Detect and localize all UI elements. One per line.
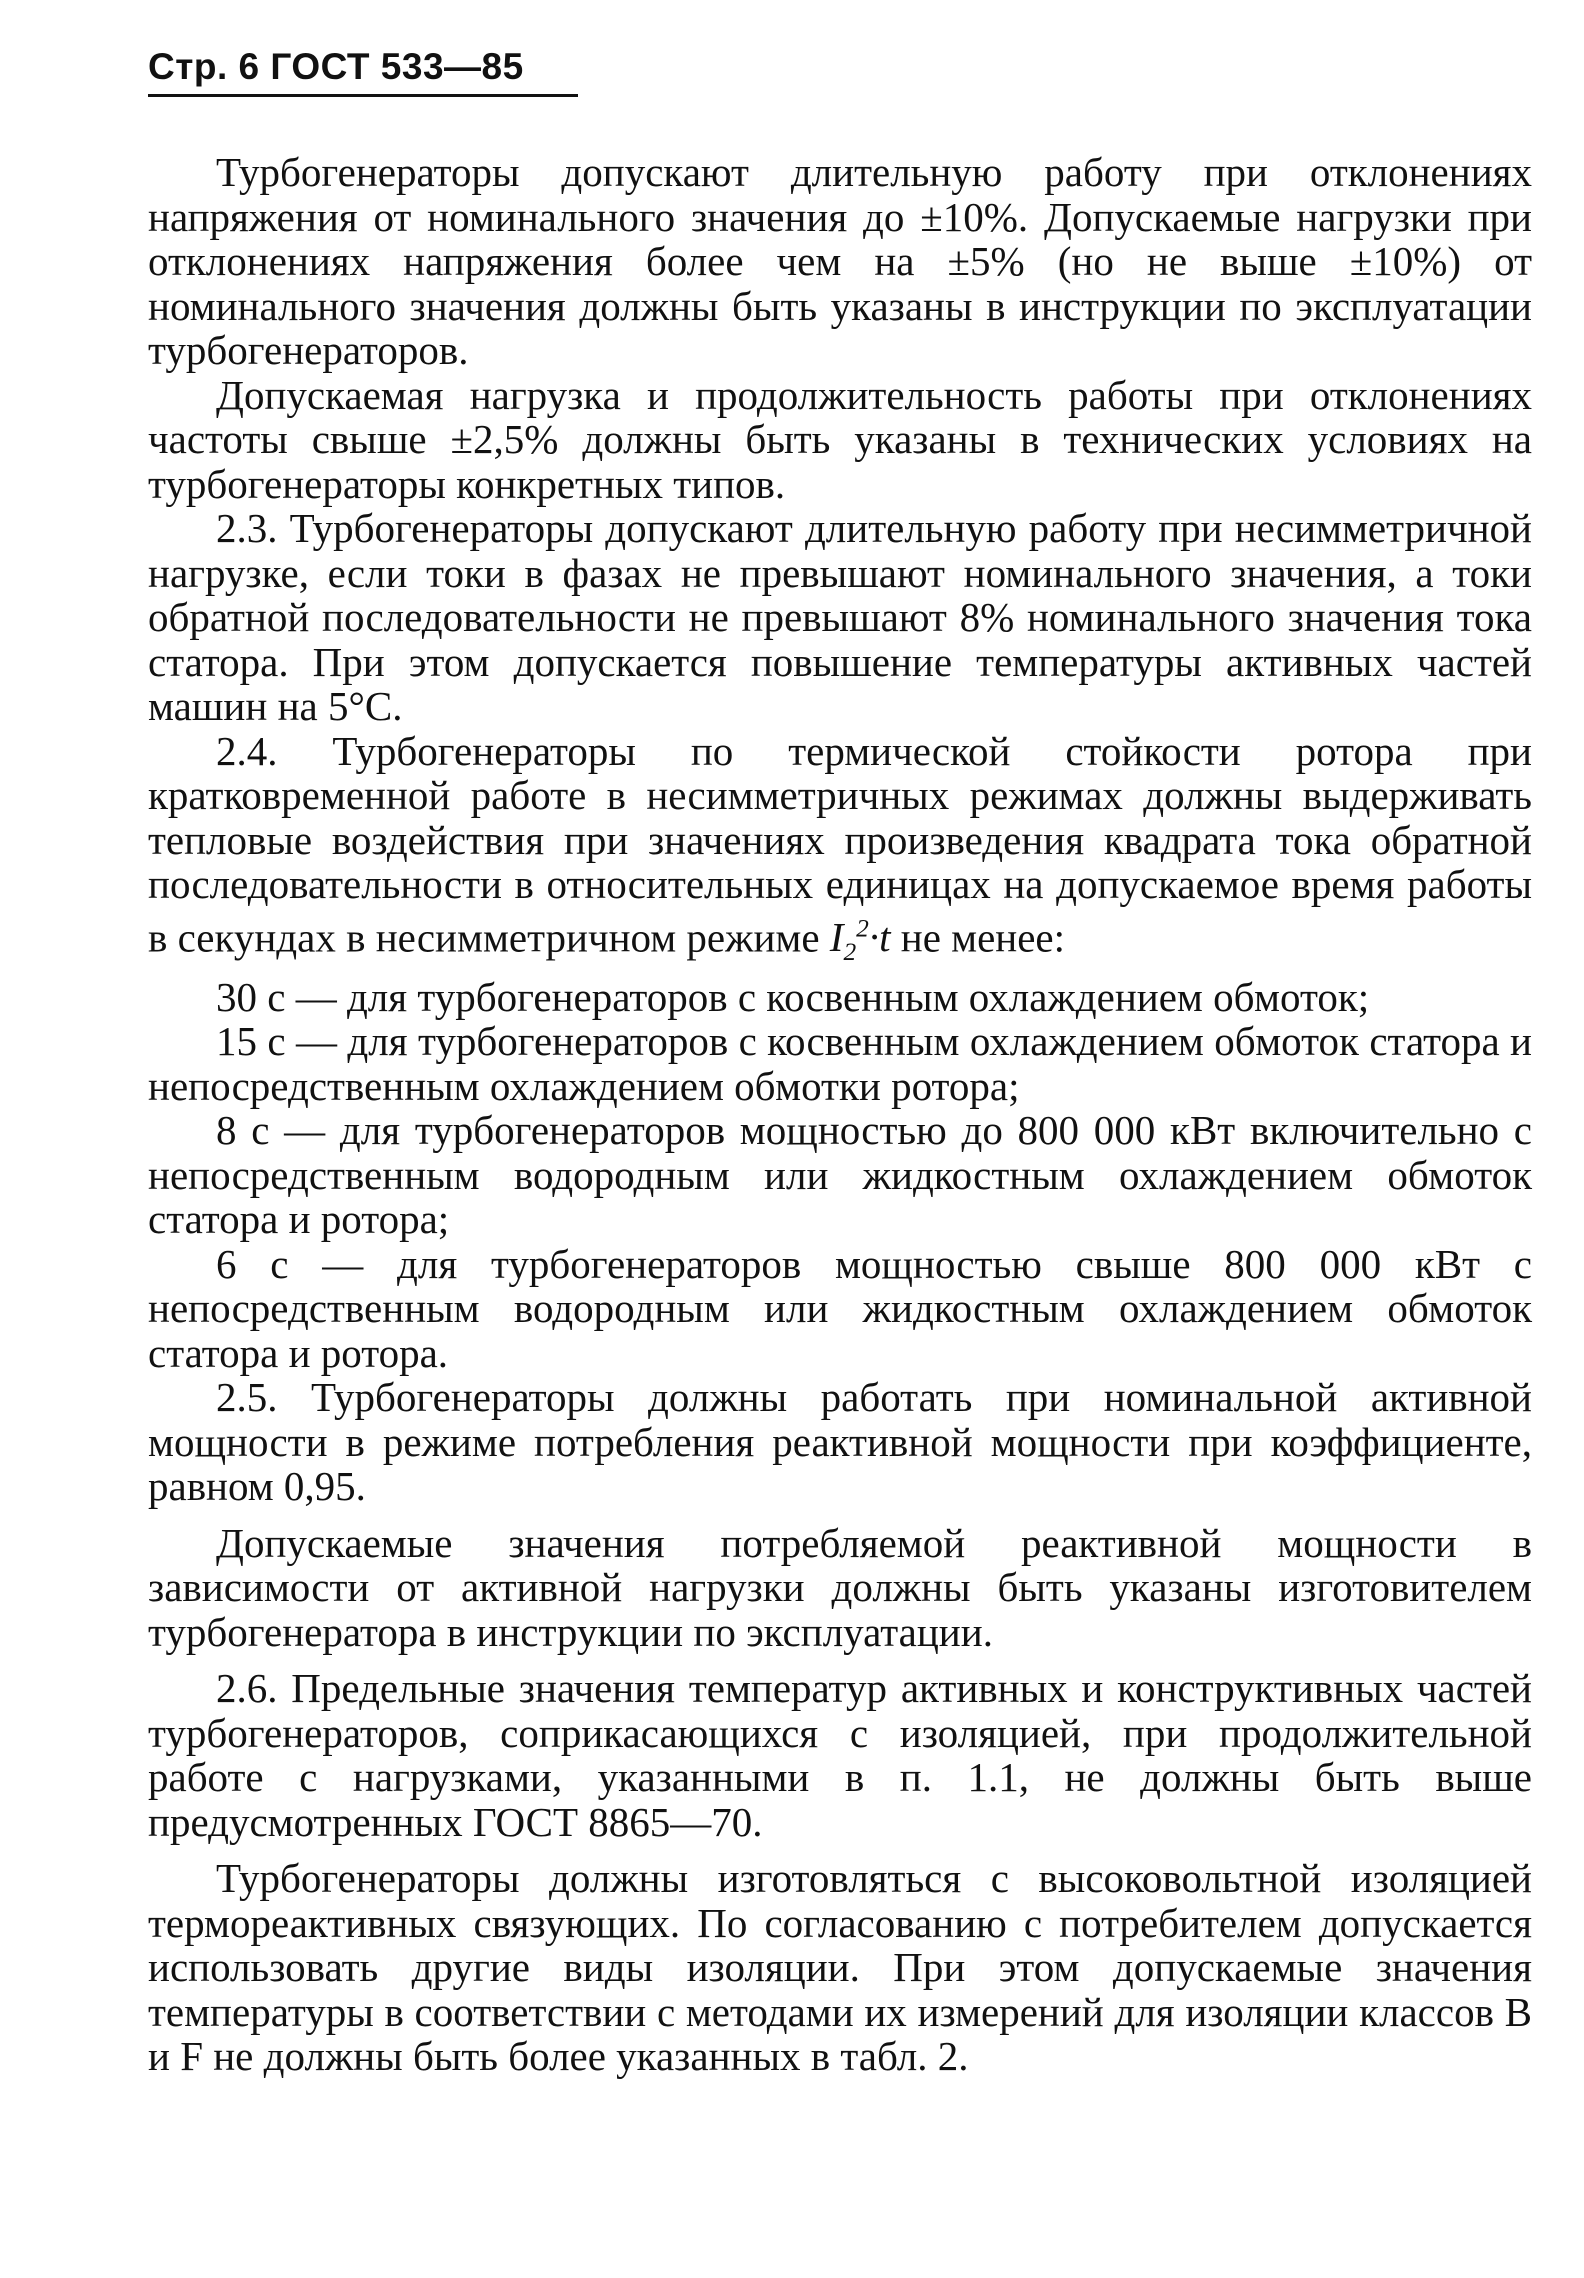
list-item: 15 с — для турбогенераторов с косвенным охлаждением обмоток статора и непосредственным охлаждением обмотки ротора; <box>148 1018 1532 1109</box>
formula-operator: · <box>868 914 880 961</box>
formula-superscript: 2 <box>856 914 869 943</box>
list-item: 30 с — для турбогенераторов с косвенным охлаждением обмоток; <box>216 973 1370 1020</box>
paragraph: Турбогенераторы допускают длительную работу при отклонениях напряжения от номинального значения до ±10%. Допускаемые нагрузки при отклонениях напряжения более чем на ±5% (но не выше ±10%) от номинального значения должны быть указаны в инструкции по эксплуатации турбогенераторов. <box>148 149 1532 373</box>
list-item: 6 с — для турбогенераторов мощностью свыше 800 000 кВт с непосредственным водородным или жидкостным охлаждением обмоток статора и ротора. <box>148 1240 1532 1376</box>
formula-i2-squared-t <box>829 914 891 967</box>
formula-variable: t <box>879 914 891 961</box>
formula-tail: не менее: <box>890 914 1066 961</box>
paragraph: Допускаемые значения потребляемой реактивной мощности в зависимости от активной нагрузки должны быть указаны изготовителем турбогенератора в инструкции по эксплуатации. <box>148 1519 1532 1655</box>
paragraph: 2.3. Турбогенераторы допускают длительную работу при несимметричной нагрузке, если токи в фазах не превышают номинального значения, а токи обратной последовательности не превышают 8% номинального значения тока статора. При этом допускается повышение температуры активных частей машин на 5°С. <box>148 505 1532 729</box>
paragraph: 2.5. Турбогенераторы должны работать при номинальной активной мощности в режиме потребления реактивной мощности при коэффициенте, равном 0,95. <box>148 1374 1532 1510</box>
document-body <box>148 150 1532 2079</box>
paragraph: Допускаемая нагрузка и продолжительность работы при отклонениях частоты свыше ±2,5% должны быть указаны в технических условиях на турбогенераторы конкретных типов. <box>148 371 1532 507</box>
formula-base: I <box>829 914 844 961</box>
paragraph: 2.6. Предельные значения температур активных и конструктивных частей турбогенераторов, соприкасающихся с изоляцией, при продолжительной работе с нагрузками, указанными в п. 1.1, не должны быть выше предусмотренных ГОСТ 8865—70. <box>148 1665 1532 1845</box>
paragraph-text: 2.4. Турбогенераторы по термической стойкости ротора при кратковременной работе в несимметричных режимах должны выдерживать тепловые воздействия при значениях произведения квадрата тока обратной последовательности в относительных единицах на допускаемое время работы в секундах в несимметричном режиме <box>148 727 1532 961</box>
page-header: Стр. 6 ГОСТ 533—85 <box>148 46 578 97</box>
formula-subscript: 2 <box>843 938 857 967</box>
list-item: 8 с — для турбогенераторов мощностью до 800 000 кВт включительно с непосредственным водородным или жидкостным охлаждением обмоток статора и ротора; <box>148 1107 1532 1243</box>
paragraph-with-formula <box>148 729 1532 975</box>
paragraph: Турбогенераторы должны изготовляться с высоковольтной изоляцией термореактивных связующих. По согласованию с потребителем допускается использовать другие виды изоляции. При этом допускаемые значения температуры в соответствии с методами их измерений для изоляции классов В и F не должны быть более указанных в табл. 2. <box>148 1855 1532 2080</box>
